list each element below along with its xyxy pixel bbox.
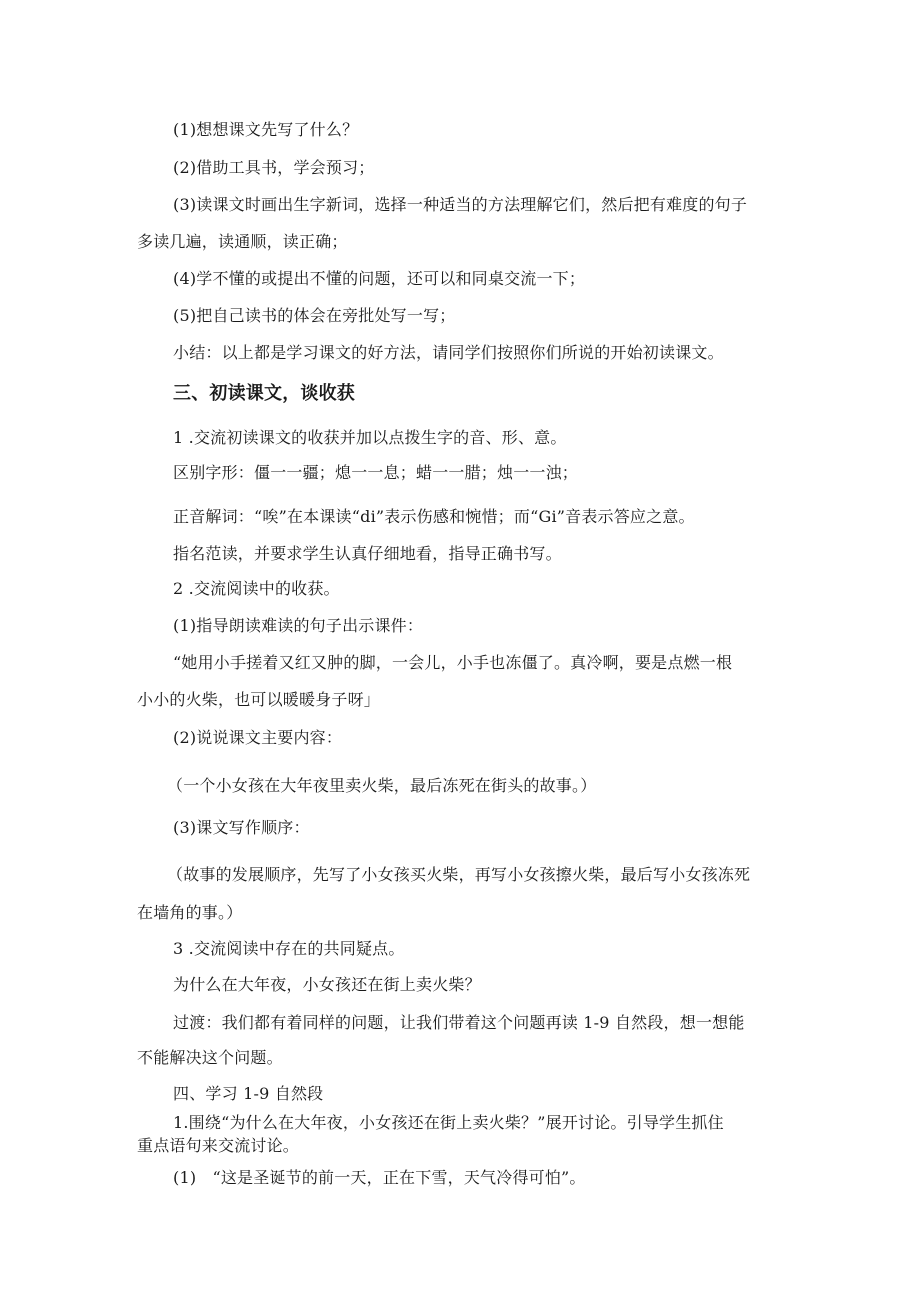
main-content-answer: （一个小女孩在大年夜里卖火柴，最后冻死在街头的故事。） [167, 776, 597, 795]
step-1: (1)想想课文先写了什么？ [173, 120, 359, 139]
item-3-1: 1 .交流初读课文的收获并加以点拨生字的音、形、意。 [173, 428, 567, 447]
sub-item-2: (2)说说课文主要内容： [173, 728, 343, 747]
section-heading-4: 四、学习 1-9 自然段 [173, 1084, 324, 1103]
glyph-distinction: 区别字形：僵一一疆；熄一一息；蜡一一腊；烛一一浊； [173, 463, 579, 482]
step-3-line-2: 多读几遍，读通顺，读正确； [137, 232, 348, 251]
transition-line-2: 不能解决这个问题。 [137, 1048, 283, 1067]
common-question: 为什么在大年夜，小女孩还在街上卖火柴？ [173, 975, 481, 994]
order-answer-line-2: 在墙角的事。） [137, 903, 243, 922]
quote-line-1: “她用小手搓着又红又肿的脚，一会儿，小手也冻僵了。真冷啊，要是点燃一根 [173, 653, 733, 672]
step-4: (4)学不懂的或提出不懂的问题，还可以和同桌交流一下； [173, 269, 586, 288]
step-3-line-1: (3)读课文时画出生字新词，选择一种适当的方法理解它们，然后把有难度的句子 [173, 195, 748, 214]
transition-line-1: 过渡：我们都有着同样的问题，让我们带着这个问题再读 1-9 自然段，想一想能 [173, 1013, 745, 1032]
step-5: (5)把自己读书的体会在旁批处写一写； [173, 306, 456, 325]
section-heading-3: 三、初读课文，谈收获 [173, 383, 355, 404]
item-3-2: 2 .交流阅读中的收获。 [173, 579, 340, 598]
quote-line-2: 小小的火柴，也可以暖暖身子呀」 [137, 690, 381, 709]
item-3-3: 3 .交流阅读中存在的共同疑点。 [173, 939, 405, 958]
discussion-line-2: 重点语句来交流讨论。 [137, 1136, 300, 1155]
sub-item-3: (3)课文写作顺序： [173, 818, 310, 837]
summary: 小结：以上都是学习课文的好方法，请同学们按照你们所说的开始初读课文。 [173, 343, 724, 362]
step-2: (2)借助工具书，学会预习； [173, 158, 375, 177]
discussion-item-1: (1) “这是圣诞节的前一天，正在下雪，天气冷得可怕”。 [173, 1168, 586, 1187]
pronunciation-note: 正音解词：“唉”在本课读“di”表示伤感和惋惜；而“Gi”音表示答应之意。 [173, 507, 695, 526]
sub-item-1: (1)指导朗读难读的句子出示课件： [173, 616, 424, 635]
order-answer-line-1: （故事的发展顺序，先写了小女孩买火柴，再写小女孩擦火柴，最后写小女孩冻死 [167, 865, 751, 884]
discussion-line-1: 1.围绕“为什么在大年夜，小女孩还在街上卖火柴？”展开讨论。引导学生抓住 [173, 1113, 724, 1132]
model-reading: 指名范读，并要求学生认真仔细地看，指导正确书写。 [173, 544, 562, 563]
